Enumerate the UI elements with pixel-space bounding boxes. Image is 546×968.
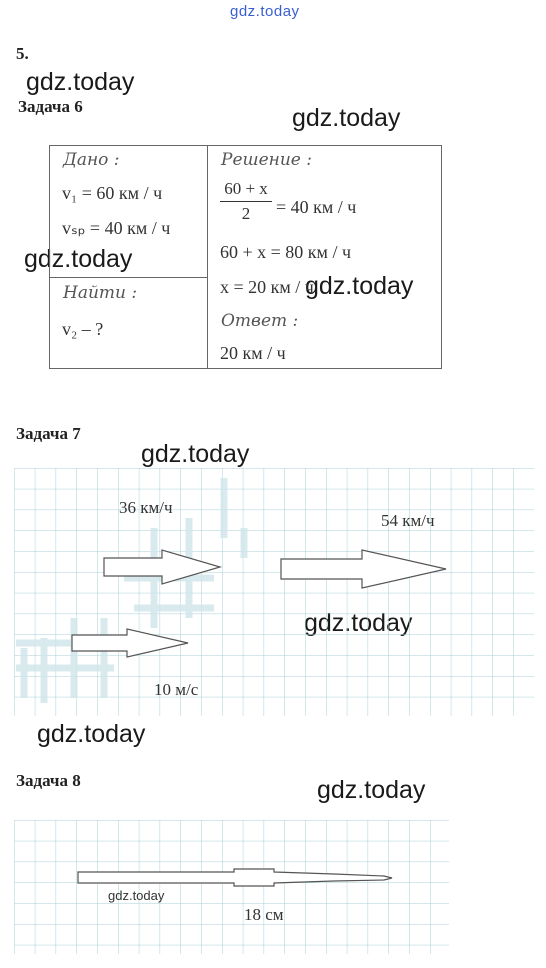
watermark: gdz.today — [37, 720, 146, 748]
table-divider — [207, 146, 208, 368]
equation-2: 60 + x = 80 км / ч — [220, 242, 351, 262]
task7-title: Задача 7 — [16, 424, 81, 443]
small-watermark: gdz.today — [108, 888, 165, 903]
site-header-logo[interactable]: gdz.today — [230, 3, 300, 20]
equation-1-rhs: = 40 км / ч — [276, 197, 357, 217]
speed-label-36: 36 км/ч — [119, 498, 173, 517]
fraction-denominator: 2 — [241, 204, 251, 223]
watermark: gdz.today — [141, 440, 250, 468]
find-label: Найти : — [63, 283, 138, 303]
equation-3: x = 20 км / ч — [220, 277, 314, 297]
watermark: gdz.today — [26, 68, 135, 96]
answer-label: Ответ : — [221, 311, 299, 331]
fraction-numerator: 60 + x — [224, 179, 268, 198]
task7-grid — [14, 468, 534, 716]
watermark: gdz.today — [24, 245, 133, 273]
length-label: 18 см — [244, 905, 284, 924]
task6-table — [49, 145, 442, 369]
fraction-bar — [220, 201, 272, 202]
speed-label-10: 10 м/с — [154, 680, 199, 699]
grid-background — [14, 468, 534, 716]
watermark: gdz.today — [305, 272, 414, 300]
grid-background — [14, 820, 449, 954]
watermark: gdz.today — [317, 776, 426, 804]
given-vav: vₛₚ = 40 км / ч — [62, 218, 171, 238]
task6-title: Задача 6 — [18, 97, 83, 116]
answer-value: 20 км / ч — [220, 343, 286, 363]
speed-label-54: 54 км/ч — [381, 511, 435, 530]
task8-title: Задача 8 — [16, 771, 81, 790]
watermark: gdz.today — [292, 104, 401, 132]
given-v1: v₁ = 60 км / ч — [62, 183, 163, 203]
find-v2: v₂ – ? — [62, 319, 104, 339]
solution-label: Решение : — [221, 150, 313, 170]
given-label: Дано : — [63, 150, 120, 170]
problem-number: 5. — [16, 44, 29, 63]
fraction — [220, 179, 272, 224]
task8-grid — [14, 820, 449, 954]
table-divider — [50, 277, 207, 278]
